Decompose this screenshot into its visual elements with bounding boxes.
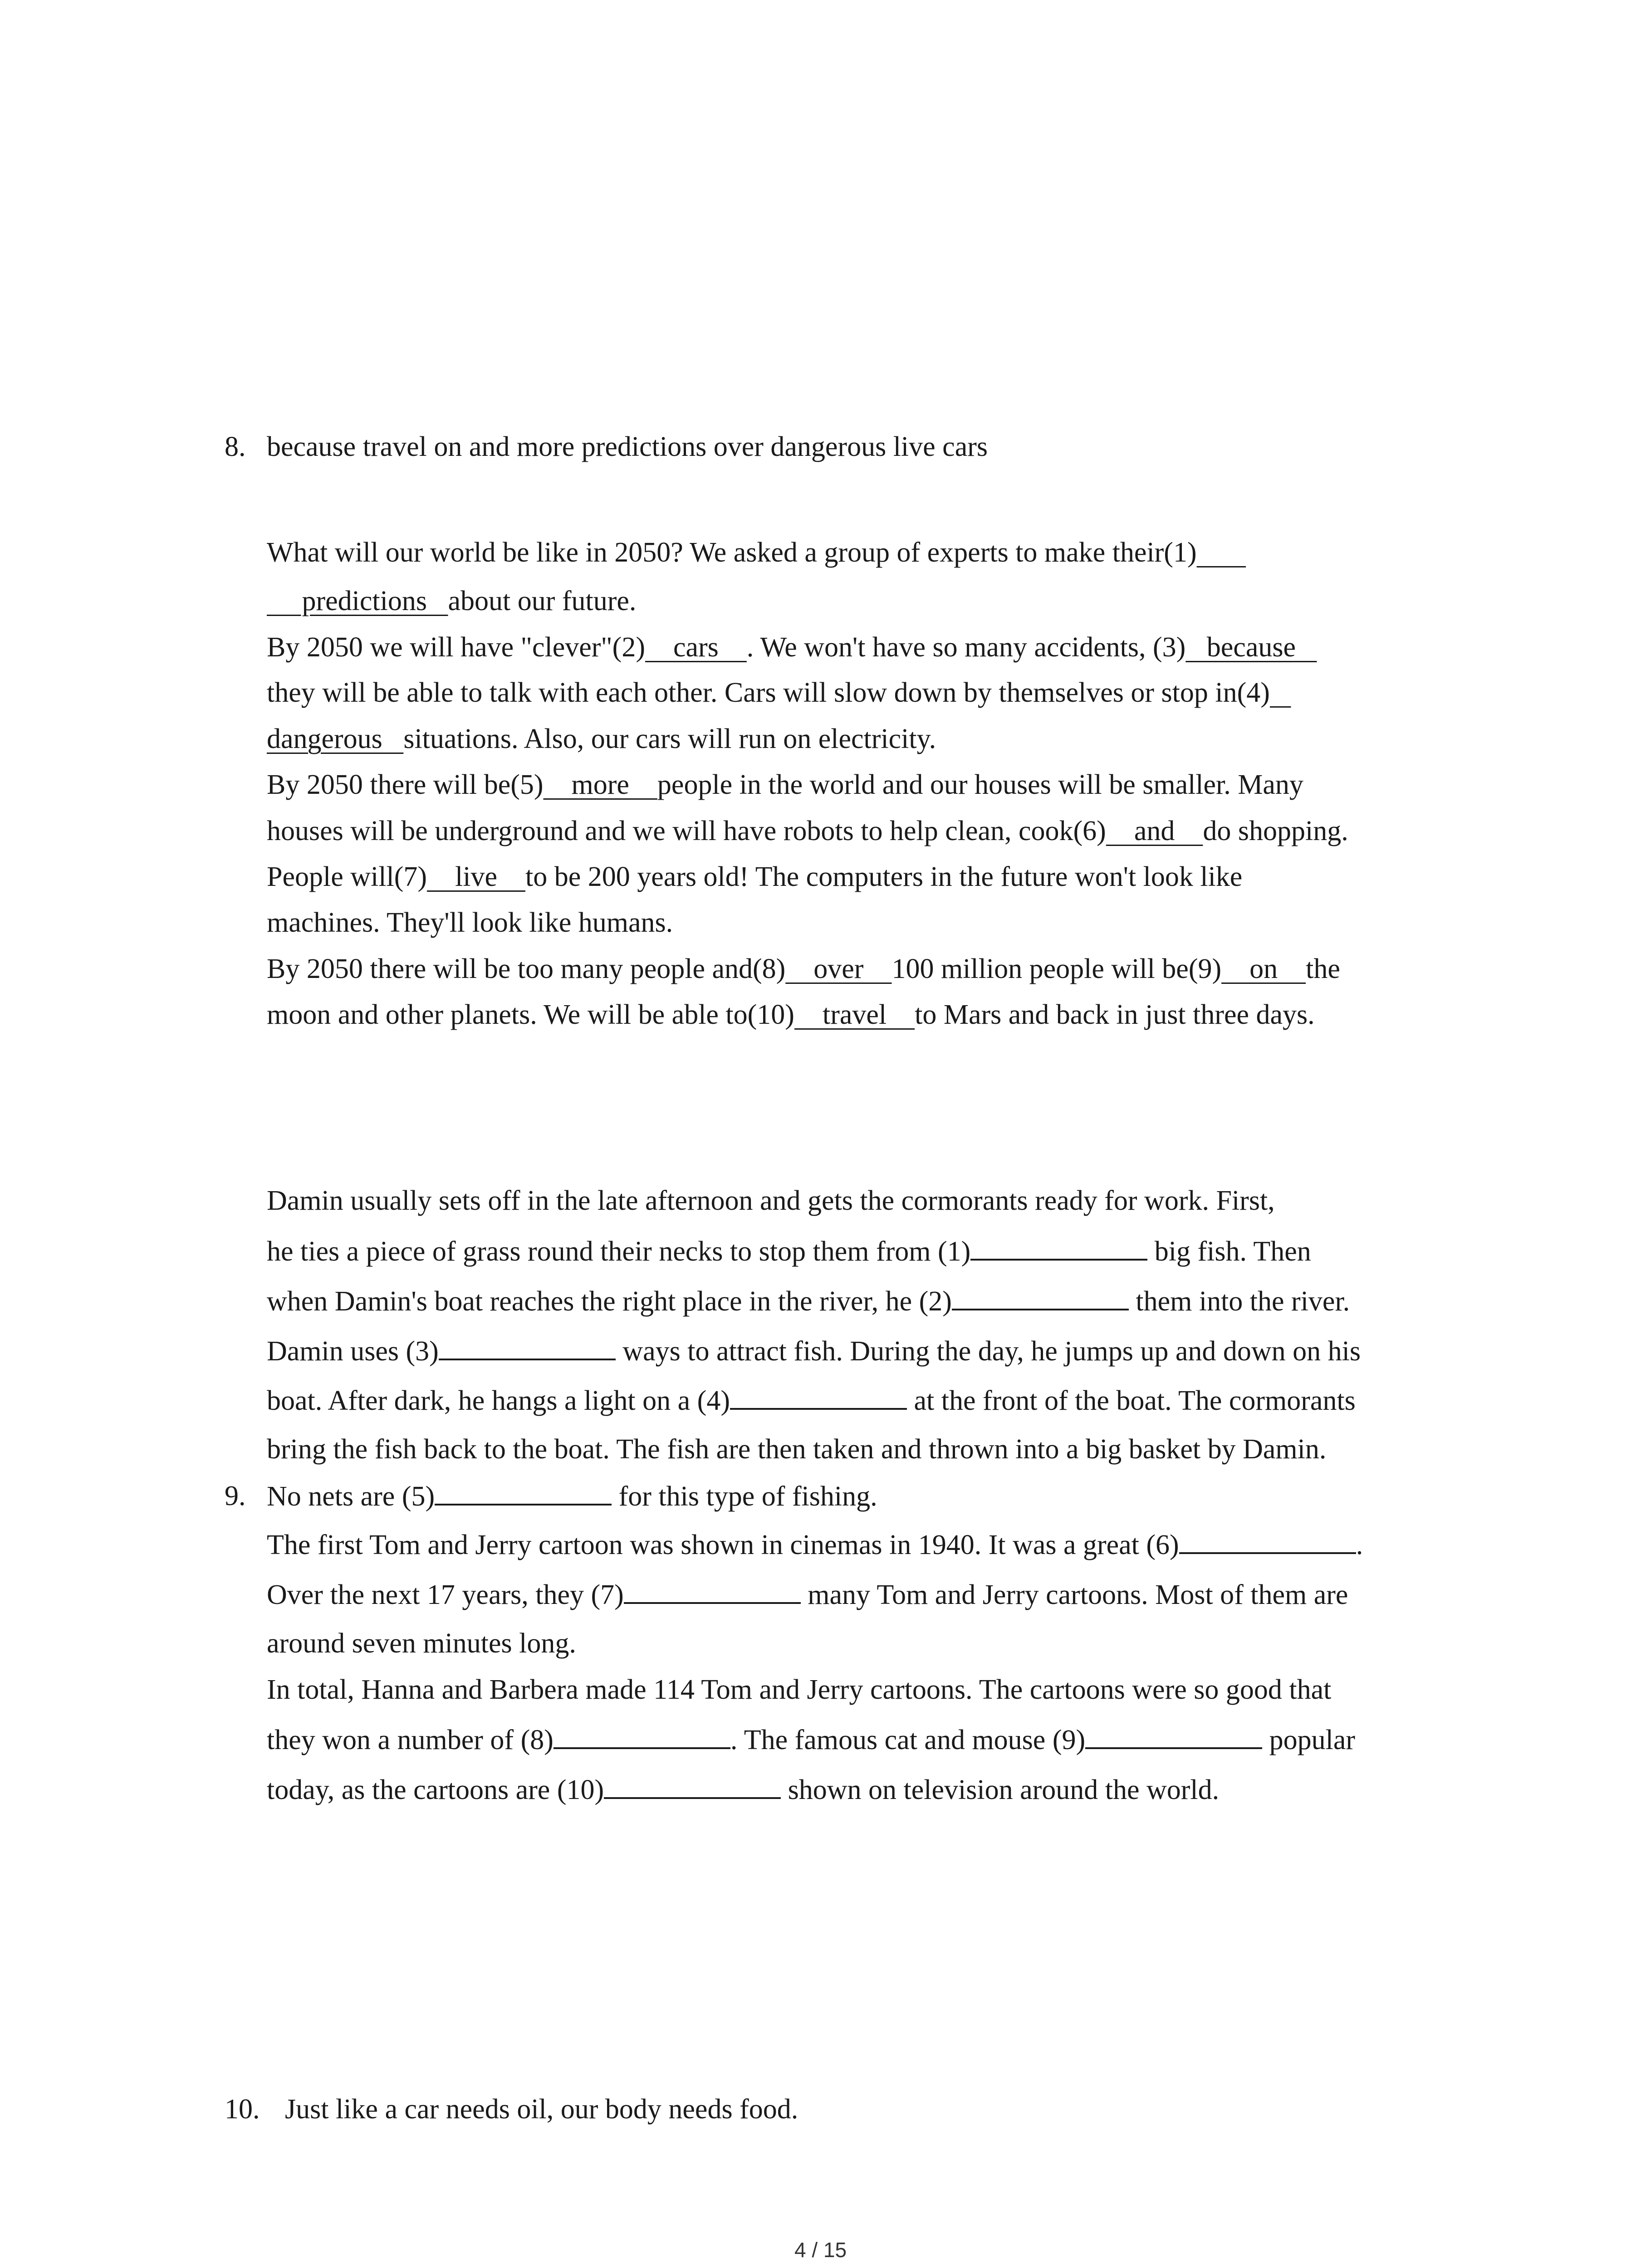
passage-line — [267, 1529, 1363, 1561]
passage-line — [267, 953, 1340, 985]
question-number: 10. — [225, 2094, 260, 2125]
passage-line — [267, 631, 1317, 664]
text-segment: machines. They'll look like humans. — [267, 907, 673, 938]
text-segment: By 2050 there will be too many people and(8) — [267, 953, 786, 984]
text-segment: 100 million people will be(9) — [892, 953, 1222, 984]
answer-blank[interactable] — [624, 1579, 801, 1604]
passage-line — [267, 585, 636, 617]
answer-blank[interactable] — [604, 1774, 781, 1799]
text-segment: . We won't have so many accidents, (3) — [746, 632, 1186, 663]
answer-blank[interactable] — [970, 1235, 1147, 1261]
passage-line — [267, 861, 1242, 893]
passage-line — [267, 1384, 1356, 1417]
answer-blank[interactable] — [1085, 1724, 1262, 1749]
passage-line — [267, 1185, 1275, 1217]
text-segment: Over the next 17 years, they (7) — [267, 1579, 624, 1610]
answer-blank[interactable] — [730, 1384, 907, 1410]
text-segment: houses will be underground and we will have robots to help clean, cook(6) — [267, 816, 1106, 846]
question-number: 9. — [225, 1481, 246, 1511]
answer-blank[interactable] — [952, 1285, 1129, 1310]
text-segment: In total, Hanna and Barbera made 114 Tom and Jerry cartoons. The cartoons were so good that — [267, 1674, 1332, 1705]
filled-answer — [1270, 677, 1291, 708]
text-segment: By 2050 there will be(5) — [267, 769, 544, 800]
filled-answer: more — [543, 769, 657, 800]
text-segment: big fish. Then — [1147, 1236, 1311, 1267]
text-segment: bring the fish back to the boat. The fish are then taken and thrown into a big basket by Damin. — [267, 1434, 1327, 1465]
answer-blank[interactable] — [554, 1724, 730, 1749]
passage-line — [267, 1285, 1350, 1318]
text-segment: they will be able to talk with each other. Cars will slow down by themselves or stop in(4) — [267, 677, 1270, 708]
passage-line — [267, 677, 1291, 709]
answer-blank[interactable] — [439, 1335, 616, 1360]
passage-line — [267, 1674, 1331, 1706]
text-segment: . The famous cat and mouse (9) — [730, 1725, 1086, 1755]
passage-line — [267, 723, 936, 755]
filled-answer: on — [1221, 953, 1306, 984]
passage-line — [267, 1335, 1361, 1368]
text-segment: for this type of fishing. — [612, 1481, 877, 1512]
text-segment: No nets are (5) — [267, 1481, 435, 1512]
text-segment: Damin uses (3) — [267, 1336, 439, 1367]
passage-line — [267, 1774, 1219, 1806]
text-segment: People will(7) — [267, 861, 427, 892]
word-bank: because travel on and more predictions over dangerous live cars — [267, 431, 988, 462]
text-segment: moon and other planets. We will be able to(10) — [267, 999, 794, 1030]
question-number: 8. — [225, 431, 246, 462]
question-text: Just like a car needs oil, our body needs food. — [285, 2094, 798, 2125]
passage-line — [267, 537, 1246, 569]
filled-answer: predictions — [267, 586, 448, 616]
passage-line — [267, 907, 673, 939]
passage-line — [267, 1724, 1355, 1756]
text-segment: The first Tom and Jerry cartoon was shown in cinemas in 1940. It was a great (6) — [267, 1530, 1179, 1560]
text-segment: By 2050 we will have "clever"(2) — [267, 632, 645, 663]
text-segment: What will our world be like in 2050? We asked a group of experts to make their(1) — [267, 537, 1197, 568]
text-segment: to be 200 years old! The computers in the future won't look like — [525, 861, 1243, 892]
text-segment: to Mars and back in just three days. — [915, 999, 1315, 1030]
text-segment: popular — [1262, 1725, 1356, 1755]
text-segment: today, as the cartoons are (10) — [267, 1774, 604, 1805]
filled-answer: dangerous — [267, 723, 404, 754]
filled-answer: because — [1185, 632, 1317, 663]
text-segment: people in the world and our houses will be smaller. Many — [657, 769, 1303, 800]
text-segment: boat. After dark, he hangs a light on a (4) — [267, 1385, 730, 1416]
filled-answer: travel — [794, 999, 915, 1030]
passage-line — [267, 1579, 1348, 1611]
text-segment: many Tom and Jerry cartoons. Most of them are — [800, 1579, 1348, 1610]
text-segment: around seven minutes long. — [267, 1628, 576, 1659]
answer-blank[interactable] — [435, 1480, 612, 1505]
text-segment: them into the river. — [1128, 1286, 1350, 1317]
answer-blank[interactable] — [1179, 1529, 1356, 1554]
filled-answer: live — [427, 861, 525, 892]
text-segment: situations. Also, our cars will run on electricity. — [403, 723, 936, 754]
text-segment: they won a number of (8) — [267, 1725, 554, 1755]
filled-answer: cars — [645, 632, 747, 663]
page-number: 4 / 15 — [794, 2238, 847, 2262]
passage-line — [267, 1433, 1326, 1466]
passage-line — [267, 815, 1348, 847]
text-segment: when Damin's boat reaches the right place in the river, he (2) — [267, 1286, 952, 1317]
text-segment: . — [1356, 1530, 1363, 1560]
filled-answer — [1197, 537, 1246, 568]
passage-line — [267, 1628, 576, 1660]
filled-answer: over — [785, 953, 892, 984]
passage-line — [267, 769, 1303, 801]
text-segment: at the front of the boat. The cormorants — [906, 1385, 1356, 1416]
text-segment: about our future. — [448, 586, 637, 616]
passage-line — [267, 1480, 877, 1513]
text-segment: the — [1306, 953, 1340, 984]
text-segment: shown on television around the world. — [781, 1774, 1220, 1805]
text-segment: Damin usually sets off in the late afternoon and gets the cormorants ready for work. First, — [267, 1185, 1275, 1216]
passage-line — [267, 1235, 1311, 1268]
text-segment: do shopping. — [1203, 816, 1348, 846]
passage-line — [267, 999, 1315, 1031]
text-segment: he ties a piece of grass round their necks to stop them from (1) — [267, 1236, 971, 1267]
text-segment: ways to attract fish. During the day, he jumps up and down on his — [615, 1336, 1361, 1367]
filled-answer: and — [1106, 816, 1203, 846]
